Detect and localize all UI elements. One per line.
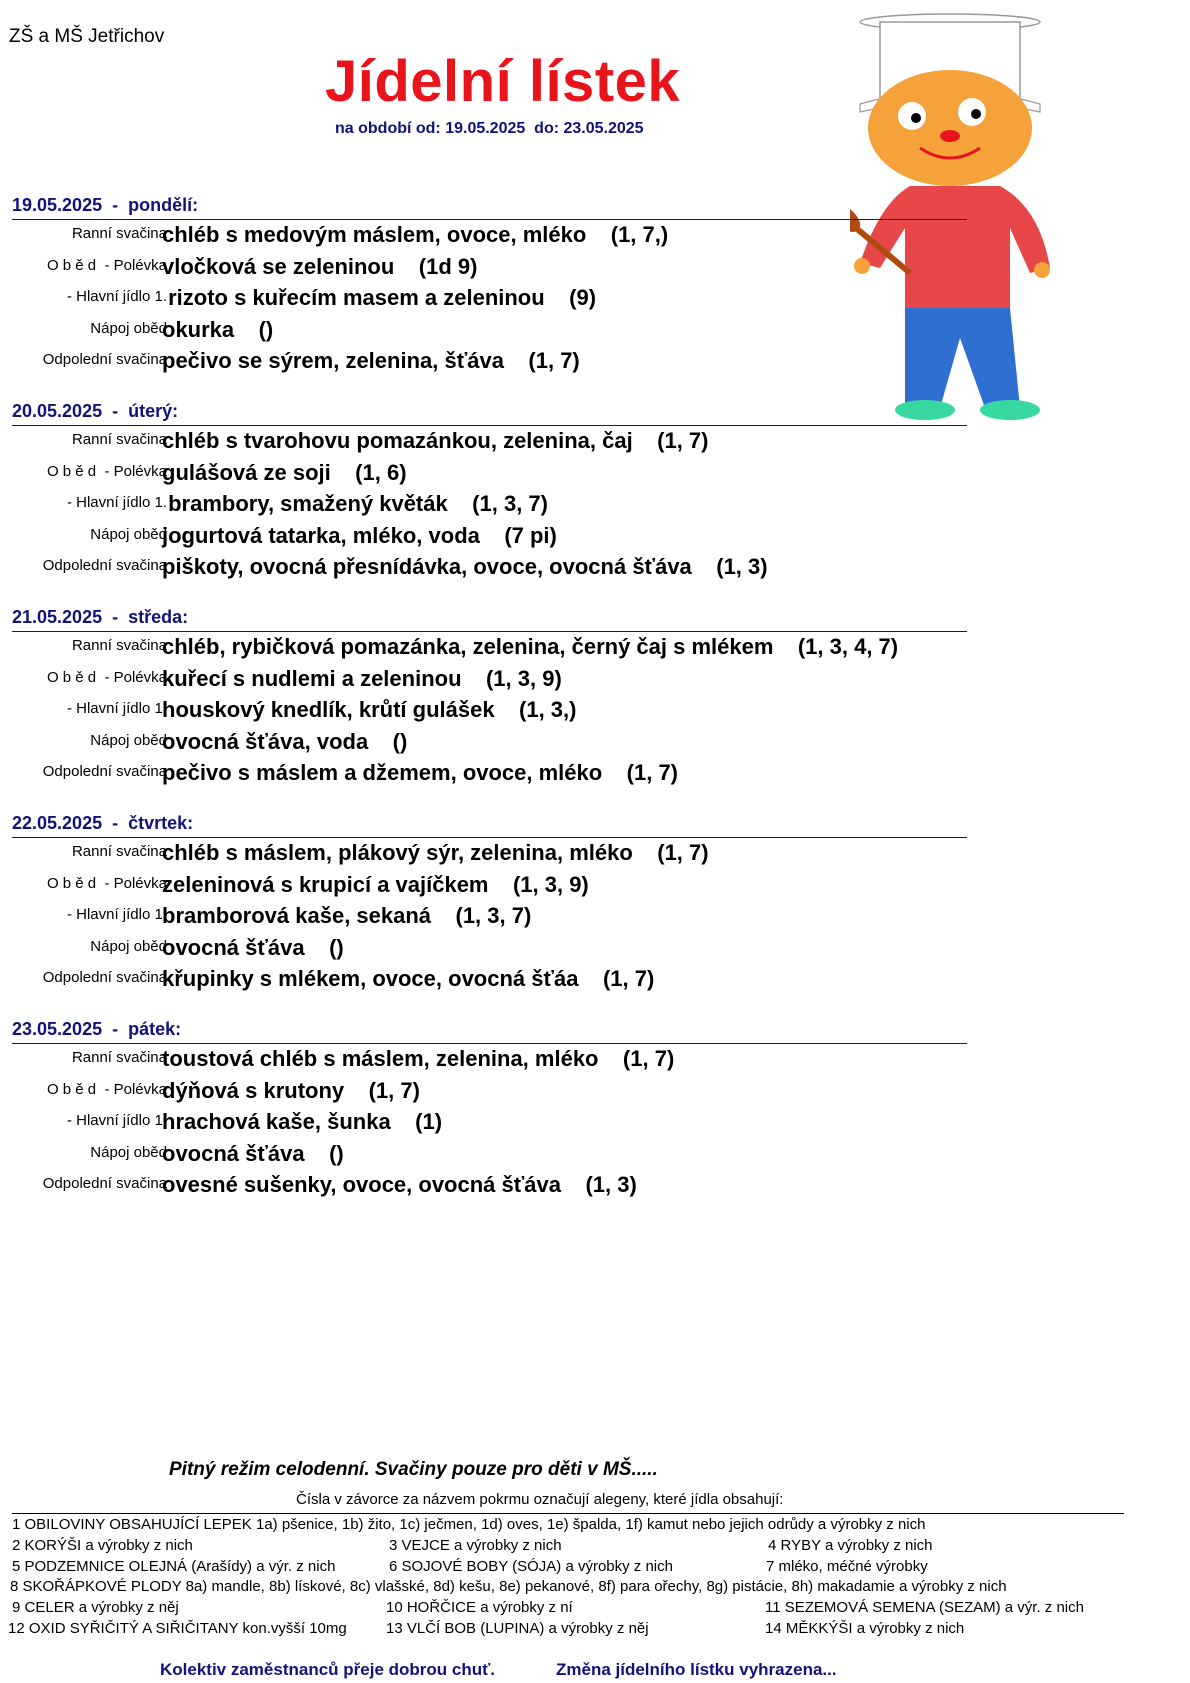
meal-label: Nápoj oběd (90, 937, 167, 955)
meal-row (12, 870, 967, 902)
meal-dish: pečivo se sýrem, zelenina, šťáva (1, 7) (162, 348, 580, 373)
school-name: ZŠ a MŠ Jetřichov (9, 26, 165, 47)
meal-label: O b ě d - Polévka (46, 1080, 167, 1098)
meal-dish: bramborová kaše, sekaná (1, 3, 7) (162, 903, 532, 928)
meal-row (12, 220, 967, 252)
page-title: Jídelní lístek (325, 49, 681, 114)
meal-dish: jogurtová tatarka, mléko, voda (7 pi) (162, 522, 557, 548)
meal-row (12, 489, 967, 521)
meal-row (12, 632, 967, 664)
allergen-note: Čísla v závorce za názvem pokrmu označují alegeny, které jídla obsahují: (296, 1491, 784, 1508)
meal-label: O b ě d - Polévka (46, 668, 167, 686)
meal-row (12, 1044, 967, 1076)
meal-dish: houskový knedlík, krůtí gulášek (1, 3,) (162, 697, 577, 722)
day-header: 19.05.2025 - pondělí: (12, 193, 967, 220)
meal-dish: ovocná šťáva, voda () (162, 728, 408, 754)
meal-dish: chléb s máslem, plákový sýr, zelenina, mléko (1, 7) (162, 840, 709, 865)
meal-dish: kuřecí s nudlemi a zeleninou (1, 3, 9) (162, 665, 562, 691)
footer-disclaimer: Změna jídelního lístku vyhrazena... (556, 1660, 837, 1679)
menu-period: na období od: 19.05.2025 do: 23.05.2025 (335, 120, 644, 137)
meal-row (12, 521, 967, 553)
day-section (12, 1017, 967, 1202)
day-header: 20.05.2025 - úterý: (12, 399, 967, 426)
meal-label: - Hlavní jídlo 1. (66, 906, 167, 923)
meal-row (12, 964, 967, 996)
meal-dish: rizoto s kuřecím masem a zeleninou (9) (162, 285, 597, 310)
meal-dish: zeleninová s krupicí a vajíčkem (1, 3, 9) (162, 871, 589, 897)
footer-wish: Kolektiv zaměstnanců přeje dobrou chuť. (160, 1660, 495, 1679)
allergen-item: 12 OXID SYŘIČITÝ A SIŘIČITANY kon.vyšší 10mg (8, 1620, 347, 1637)
meal-dish: pečivo s máslem a džemem, ovoce, mléko (1, 7) (162, 760, 679, 785)
meal-dish: gulášová ze soji (1, 6) (162, 459, 407, 485)
meal-row (12, 458, 967, 490)
meal-row (12, 1107, 967, 1139)
meal-dish: okurka () (162, 316, 274, 342)
allergen-item: 9 CELER a výrobky z něj (12, 1599, 179, 1616)
day-section (12, 605, 967, 790)
allergen-item: 2 KORÝŠI a výrobky z nich (12, 1537, 193, 1554)
meal-row (12, 426, 967, 458)
meal-label: Odpolední svačina (42, 1175, 167, 1192)
allergen-item: 5 PODZEMNICE OLEJNÁ (Arašídy) a výr. z nich (12, 1558, 336, 1575)
day-header: 22.05.2025 - čtvrtek: (12, 811, 967, 838)
meal-row (12, 346, 967, 378)
meal-label: Nápoj oběd (90, 1143, 167, 1161)
day-header: 23.05.2025 - pátek: (12, 1017, 967, 1044)
day-section (12, 811, 967, 996)
meal-label: - Hlavní jídlo 1. (66, 700, 167, 717)
meal-row (12, 664, 967, 696)
meal-label: Nápoj oběd (90, 731, 167, 749)
meal-dish: dýňová s krutony (1, 7) (162, 1077, 420, 1103)
meal-dish: toustová chléb s máslem, zelenina, mléko (1, 7) (162, 1046, 675, 1071)
meal-row (12, 252, 967, 284)
drinking-note: Pitný režim celodenní. Svačiny pouze pro děti v MŠ..... (169, 1459, 658, 1480)
meal-label: - Hlavní jídlo 1. (66, 1112, 167, 1129)
meal-dish: piškoty, ovocná přesnídávka, ovoce, ovocná šťáva (1, 3) (162, 554, 768, 579)
meal-row (12, 283, 967, 315)
meal-label: O b ě d - Polévka (46, 256, 167, 274)
meal-label: Odpolední svačina (42, 969, 167, 986)
divider (12, 1513, 1124, 1514)
allergen-item: 8 SKOŘÁPKOVÉ PLODY 8a) mandle, 8b) lískové, 8c) vlašské, 8d) kešu, 8e) pekanové, 8f) para ořechy, 8g) pistácie, 8h) makadamie a výrobky z nich (10, 1578, 1007, 1595)
meal-label: O b ě d - Polévka (46, 874, 167, 892)
meal-dish: chléb, rybičková pomazánka, zelenina, černý čaj s mlékem (1, 3, 4, 7) (162, 634, 899, 659)
meal-label: Nápoj oběd (90, 319, 167, 337)
meal-row (12, 695, 967, 727)
meal-dish: chléb s medovým máslem, ovoce, mléko (1, 7,) (162, 222, 669, 247)
allergen-item: 14 MĚKKÝŠI a výrobky z nich (765, 1620, 965, 1637)
meal-label: Nápoj oběd (90, 525, 167, 543)
meal-dish: hrachová kaše, šunka (1) (162, 1109, 443, 1134)
day-header: 21.05.2025 - středa: (12, 605, 967, 632)
allergen-item: 7 mléko, méčné výrobky (766, 1558, 928, 1575)
meal-row (12, 552, 967, 584)
meal-label: Ranní svačina (71, 225, 167, 242)
meal-dish: ovesné sušenky, ovoce, ovocná šťáva (1, 3) (162, 1172, 637, 1197)
day-section (12, 193, 967, 378)
meal-dish: vločková se zeleninou (1d 9) (162, 253, 478, 279)
meal-label: Odpolední svačina (42, 557, 167, 574)
meal-label: - Hlavní jídlo 1. (66, 288, 167, 305)
meal-dish: brambory, smažený květák (1, 3, 7) (162, 491, 548, 516)
meal-label: Odpolední svačina (42, 763, 167, 780)
meal-label: Ranní svačina (71, 637, 167, 654)
allergen-item: 13 VLČÍ BOB (LUPINA) a výrobky z něj (386, 1620, 649, 1637)
meal-row (12, 901, 967, 933)
meal-row (12, 1139, 967, 1171)
allergen-item: 4 RYBY a výrobky z nich (768, 1537, 933, 1554)
allergen-item: 1 OBILOVINY OBSAHUJÍCÍ LEPEK 1a) pšenice, 1b) žito, 1c) ječmen, 1d) oves, 1e) špalda, 1f) kamut nebo jejich odrůdy a výrobky z nich (12, 1516, 926, 1533)
meal-row (12, 1170, 967, 1202)
meal-row (12, 315, 967, 347)
meal-row (12, 933, 967, 965)
meal-label: O b ě d - Polévka (46, 462, 167, 480)
allergen-item: 11 SEZEMOVÁ SEMENA (SEZAM) a výr. z nich (765, 1599, 1084, 1616)
meal-dish: křupinky s mlékem, ovoce, ovocná šťáa (1, 7) (162, 966, 655, 991)
allergen-item: 3 VEJCE a výrobky z nich (389, 1537, 562, 1554)
meal-row (12, 727, 967, 759)
meal-row (12, 838, 967, 870)
day-section (12, 399, 967, 584)
meal-dish: ovocná šťáva () (162, 934, 344, 960)
meal-label: Odpolední svačina (42, 351, 167, 368)
meal-label: - Hlavní jídlo 1. (66, 494, 167, 511)
meal-row (12, 1076, 967, 1108)
allergen-item: 6 SOJOVÉ BOBY (SÓJA) a výrobky z nich (389, 1558, 673, 1575)
meal-label: Ranní svačina (71, 1049, 167, 1066)
meal-dish: chléb s tvarohovu pomazánkou, zelenina, čaj (1, 7) (162, 428, 709, 453)
meal-label: Ranní svačina (71, 843, 167, 860)
allergen-item: 10 HOŘČICE a výrobky z ní (386, 1599, 573, 1616)
meal-dish: ovocná šťáva () (162, 1140, 344, 1166)
meal-label: Ranní svačina (71, 431, 167, 448)
meal-row (12, 758, 967, 790)
